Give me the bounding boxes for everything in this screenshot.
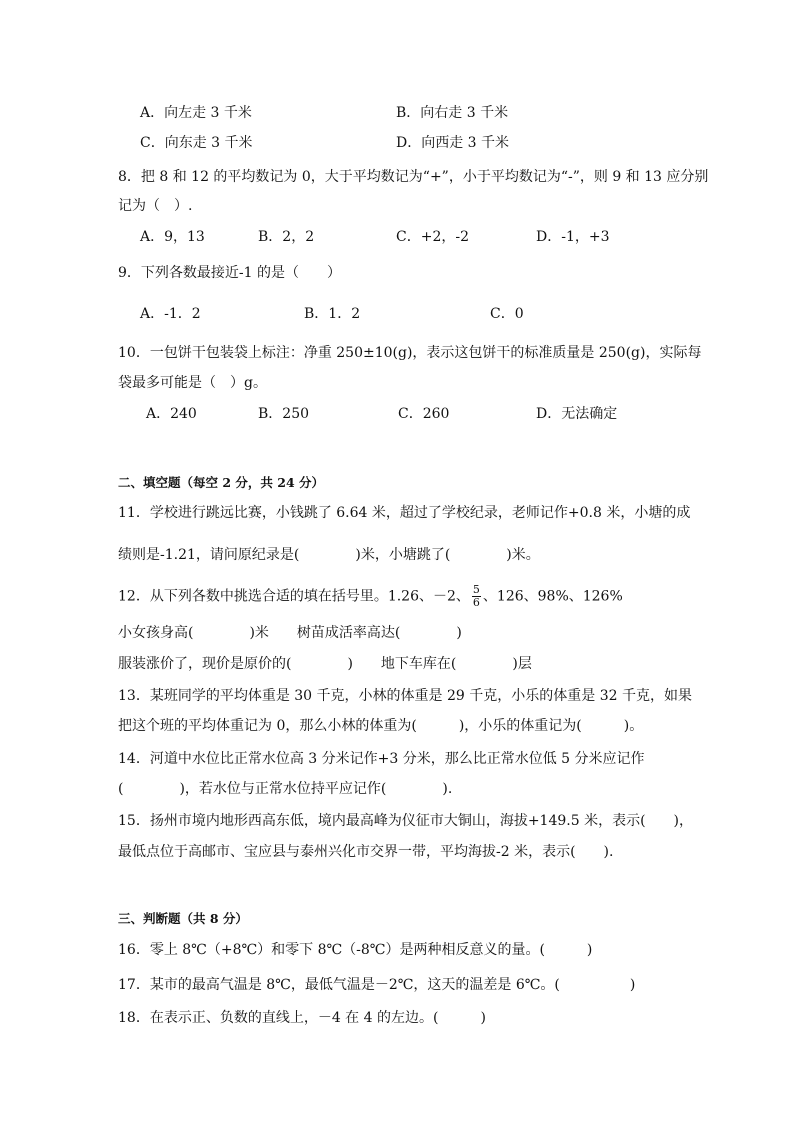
q8-option-a: A．9，13 [140, 229, 205, 245]
q7-option-a: A．向左走 3 千米 [140, 105, 252, 121]
q12-line3: 服装涨价了，现价是原价的( ) 地下车库在( )层 [118, 656, 532, 672]
q12-line2: 小女孩身高( )米 树苗成活率高达( ) [118, 625, 462, 641]
q15-stem-line2: 最低点位于高邮市、宝应县与泰州兴化市交界一带，平均海拔-2 米，表示( ). [118, 844, 614, 860]
section-heading-true-false: 三、判断题（共 8 分） [118, 911, 248, 926]
q10-option-a: A．240 [146, 406, 197, 422]
q9-option-c: C．0 [490, 306, 524, 322]
fraction-numerator: 5 [472, 583, 480, 596]
q10-stem-line2: 袋最多可能是（ ）g。 [118, 375, 267, 391]
q11-stem-line1: 11．学校进行跳远比赛，小钱跳了 6.64 米，超过了学校纪录，老师记作+0.8 米，小塘的成 [118, 505, 691, 521]
q14-stem-line2: ( )，若水位与正常水位持平应记作( ). [118, 781, 453, 797]
q15-stem-line1: 15．扬州市境内地形西高东低，境内最高峰为仪征市大铜山，海拔+149.5 米，表示( )， [118, 813, 693, 829]
q8-stem-line2: 记为（ ）. [118, 198, 193, 214]
q8-stem-line1: 8．把 8 和 12 的平均数记为 0，大于平均数记为“+”，小于平均数记为“-”，则 9 和 13 应分别 [118, 169, 709, 185]
q10-stem-line1: 10．一包饼干包装袋上标注：净重 250±10(g)，表示这包饼干的标准质量是 250(g)，实际每 [118, 345, 702, 361]
q9-stem: 9．下列各数最接近-1 的是（ ） [118, 265, 341, 281]
q18-stem: 18．在表示正、负数的直线上，－4 在 4 的左边。( ) [118, 1010, 486, 1026]
fraction-denominator: 6 [472, 596, 480, 609]
q8-option-c: C．+2，-2 [396, 229, 469, 245]
q7-option-c: C．向东走 3 千米 [140, 135, 253, 151]
q11-stem-line2: 绩则是-1.21，请问原纪录是( )米，小塘跳了( )米。 [118, 547, 540, 563]
q10-option-d: D．无法确定 [536, 406, 618, 422]
q8-option-d: D．-1，+3 [536, 229, 610, 245]
q17-stem: 17．某市的最高气温是 8℃，最低气温是－2℃，这天的温差是 6℃。( ) [118, 977, 636, 993]
q13-stem-line1: 13．某班同学的平均体重是 30 千克，小林的体重是 29 千克，小乐的体重是 32 千克，如果 [118, 688, 692, 704]
q14-stem-line1: 14．河道中水位比正常水位高 3 分米记作+3 分米，那么比正常水位低 5 分米应记作 [118, 751, 645, 767]
q13-stem-line2: 把这个班的平均体重记为 0，那么小林的体重为( )，小乐的体重记为( )。 [118, 718, 644, 734]
q12-stem-text: 12．从下列各数中挑选合适的填在括号里。1.26、－2、 [118, 588, 470, 605]
q10-option-c: C．260 [398, 406, 450, 422]
q12-stem-text-rest: 、126、98%、126% [482, 588, 623, 605]
q16-stem: 16．零上 8℃（+8℃）和零下 8℃（-8℃）是两种相反意义的量。( ) [118, 942, 593, 958]
q10-option-b: B．250 [258, 406, 310, 422]
q9-option-a: A．-1．2 [140, 306, 201, 322]
q7-option-b: B．向右走 3 千米 [396, 105, 509, 121]
q12-stem-line1 [118, 584, 623, 609]
section-heading-fill-in: 二、填空题（每空 2 分，共 24 分） [118, 475, 325, 490]
q9-option-b: B．1．2 [304, 306, 361, 322]
q7-option-d: D．向西走 3 千米 [396, 135, 510, 151]
fraction-five-sixths [472, 584, 481, 609]
q8-option-b: B．2，2 [258, 229, 315, 245]
